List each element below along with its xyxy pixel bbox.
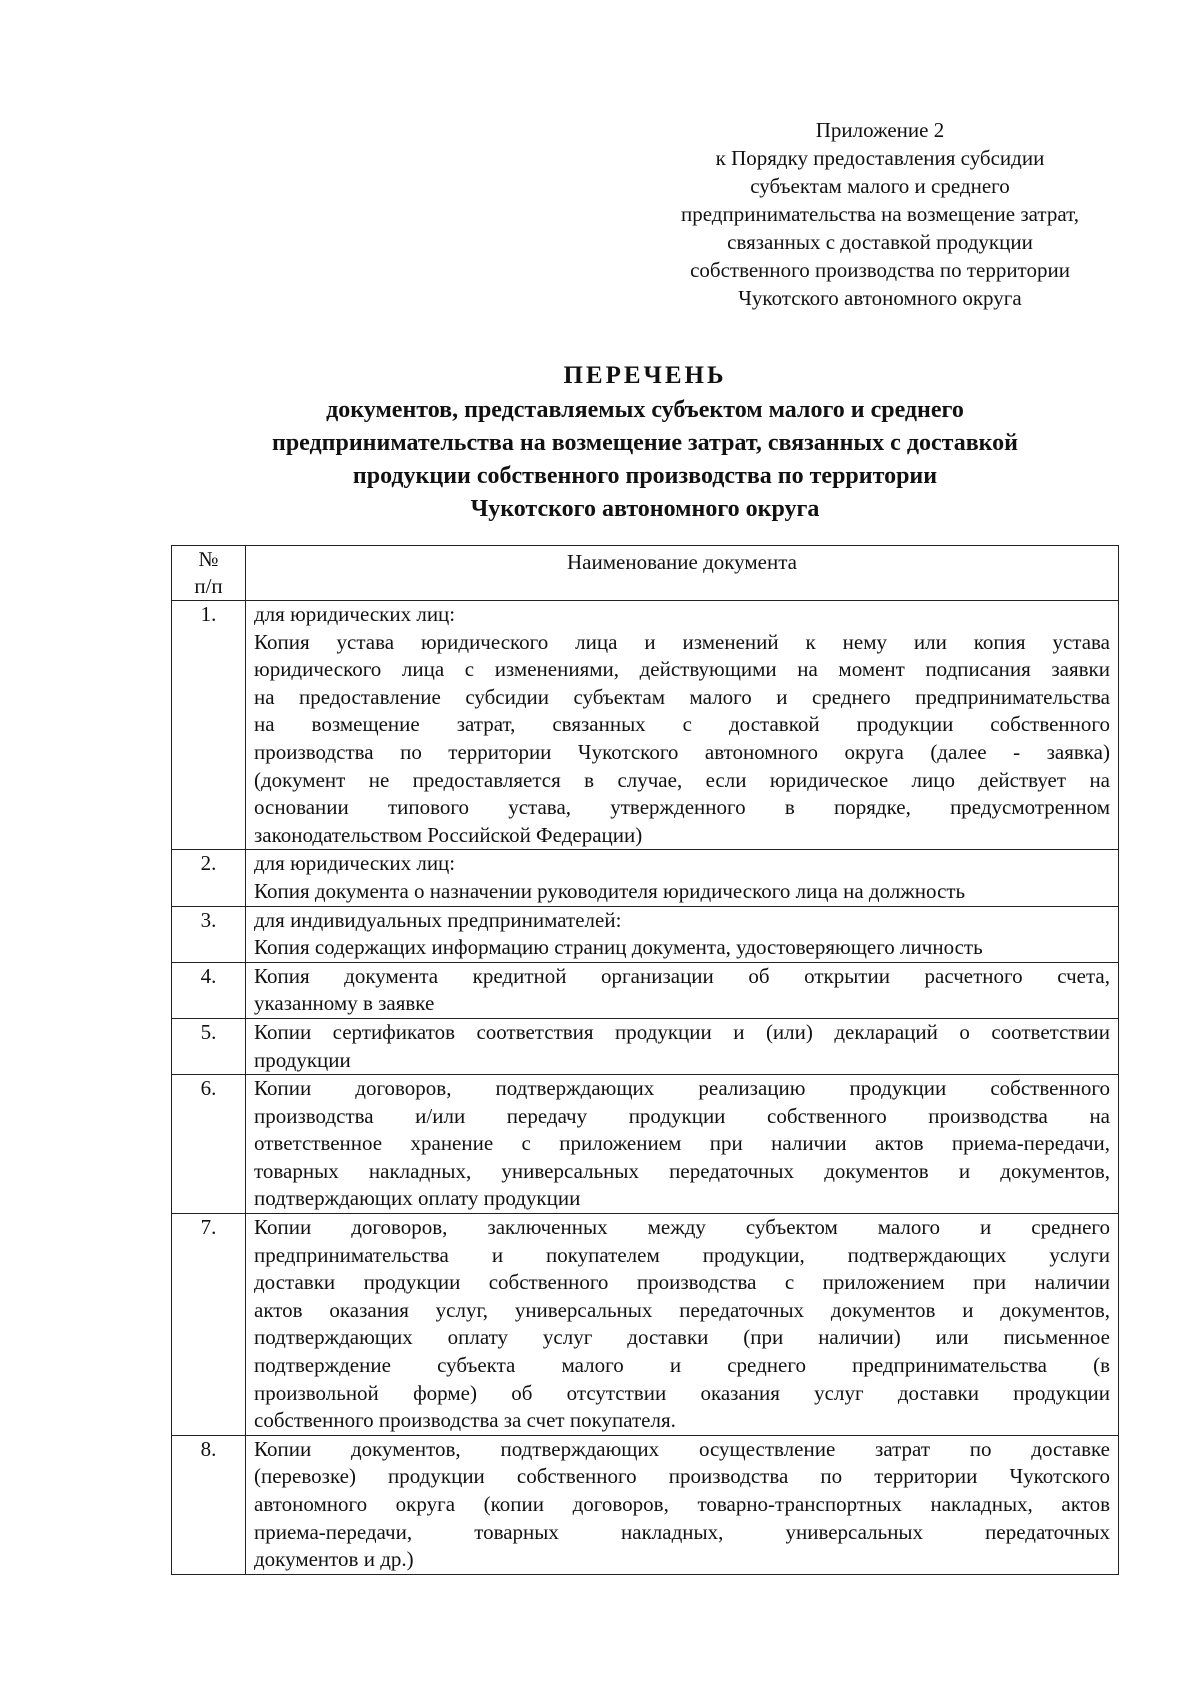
row-text-line: подтверждение субъекта малого и среднего предпринимательства (в [254, 1353, 1110, 1378]
title-main: ПЕРЕЧЕНЬ [563, 362, 727, 389]
row-text-line: ответственное хранение с приложением при наличии актов приема-передачи, [254, 1131, 1110, 1156]
row-number: 7. [172, 1214, 246, 1436]
table-row [172, 906, 1119, 962]
table-row [172, 1018, 1119, 1074]
row-text-line: для юридических лиц: [254, 602, 456, 626]
table-row [172, 962, 1119, 1018]
header-num-symbol: № [198, 547, 219, 571]
header-name-cell: Наименование документа [246, 546, 1119, 601]
documents-table [171, 545, 1119, 1575]
row-text-line: законодательством Российской Федерации) [254, 822, 643, 847]
appendix-line: собственного производства по территории [690, 258, 1070, 282]
row-text-line: для индивидуальных предпринимателей: [254, 907, 622, 932]
appendix-line: связанных с доставкой продукции [727, 230, 1033, 254]
row-text-line: Копии договоров, заключенных между субъектом малого и среднего [254, 1215, 1110, 1240]
row-document-name [246, 1018, 1119, 1074]
table-row [172, 1214, 1119, 1436]
title-line: продукции собственного производства по территории [352, 463, 938, 489]
row-text-line: Копия документа кредитной организации об открытии расчетного счета, [254, 963, 1110, 988]
row-text-line: предпринимательства и покупателем продукции, подтверждающих услуги [254, 1242, 1110, 1267]
row-text-line: производства и/или передачу продукции собственного производства на [254, 1103, 1110, 1128]
header-num-abbr: п/п [194, 574, 223, 598]
row-text-line: приема-передачи, товарных накладных, универсальных передаточных [254, 1519, 1110, 1544]
appendix-line: субъектам малого и среднего [750, 174, 1010, 198]
appendix-line: Чукотского автономного округа [738, 286, 1022, 310]
row-number: 1. [172, 601, 246, 850]
row-text-line: документов и др.) [254, 1547, 414, 1572]
row-number: 8. [172, 1435, 246, 1574]
table-row [172, 850, 1119, 906]
row-number: 3. [172, 906, 246, 962]
row-text-line: Копии сертификатов соответствия продукции и (или) деклараций о соответствии [254, 1019, 1110, 1044]
row-text-line: Копия содержащих информацию страниц документа, удостоверяющего личность [254, 935, 983, 960]
row-text-line: товарных накладных, универсальных передаточных документов и документов, [254, 1158, 1110, 1183]
row-text-line: собственного производства за счет покупателя. [254, 1408, 676, 1433]
row-number: 2. [172, 850, 246, 906]
row-number: 5. [172, 1018, 246, 1074]
row-text-line: (перевозке) продукции собственного производства по территории Чукотского [254, 1464, 1110, 1489]
row-text-line: подтверждающих оплату продукции [254, 1186, 581, 1211]
row-document-name [246, 1435, 1119, 1574]
row-number: 6. [172, 1075, 246, 1214]
row-text-line: Копии договоров, подтверждающих реализацию продукции собственного [254, 1076, 1110, 1101]
row-text-line: автономного округа (копии договоров, товарно-транспортных накладных, актов [254, 1492, 1110, 1516]
row-text-line: Копия документа о назначении руководителя юридического лица на должность [254, 878, 966, 903]
appendix-line: к Порядку предоставления субсидии [715, 146, 1045, 170]
row-text-line: Копия устава юридического лица и изменений к нему или копия устава [254, 629, 1110, 654]
table-row [172, 1435, 1119, 1574]
row-text-line: (документ не предоставляется в случае, если юридическое лицо действует на [254, 767, 1110, 792]
row-text-line: указанному в заявке [254, 991, 435, 1016]
row-document-name [246, 1075, 1119, 1214]
appendix-line: Приложение 2 [815, 118, 945, 142]
title-line: предпринимательства на возмещение затрат, связанных с доставкой [272, 430, 1018, 456]
row-text-line: подтверждающих оплату услуг доставки (при наличии) или письменное [254, 1325, 1110, 1350]
table-row [172, 601, 1119, 850]
header-num-cell [172, 546, 246, 601]
row-text-line: для юридических лиц: [254, 851, 456, 876]
appendix-line: предпринимательства на возмещение затрат, [681, 202, 1079, 226]
row-text-line: производства по территории Чукотского автономного округа (далее - заявка) [254, 739, 1110, 764]
row-document-name [246, 601, 1119, 850]
row-text-line: на возмещение затрат, связанных с доставкой продукции собственного [254, 712, 1110, 737]
row-text-line: основании типового устава, утвержденного в порядке, предусмотренном [254, 795, 1110, 820]
title-line: Чукотского автономного округа [470, 496, 820, 522]
row-text-line: на предоставление субсидии субъектам малого и среднего предпринимательства [254, 684, 1110, 709]
row-document-name [246, 962, 1119, 1018]
row-text-line: продукции [254, 1047, 351, 1072]
row-document-name [246, 1214, 1119, 1436]
table-row [172, 1075, 1119, 1214]
row-text-line: юридического лица с изменениями, действующими на момент подписания заявки [254, 657, 1110, 682]
table-header-row [172, 546, 1119, 601]
row-text-line: произвольной форме) об отсутствии оказания услуг доставки продукции [254, 1380, 1110, 1405]
row-number: 4. [172, 962, 246, 1018]
document-title [170, 358, 1120, 526]
title-line: документов, представляемых субъектом малого и среднего [326, 397, 964, 423]
table-body [172, 601, 1119, 1575]
appendix-header [640, 116, 1120, 312]
row-text-line: актов оказания услуг, универсальных передаточных документов и документов, [254, 1297, 1110, 1322]
row-document-name [246, 850, 1119, 906]
row-text-line: Копии документов, подтверждающих осуществление затрат по доставке [254, 1436, 1110, 1461]
row-text-line: доставки продукции собственного производства с приложением при наличии [254, 1270, 1110, 1295]
row-document-name [246, 906, 1119, 962]
